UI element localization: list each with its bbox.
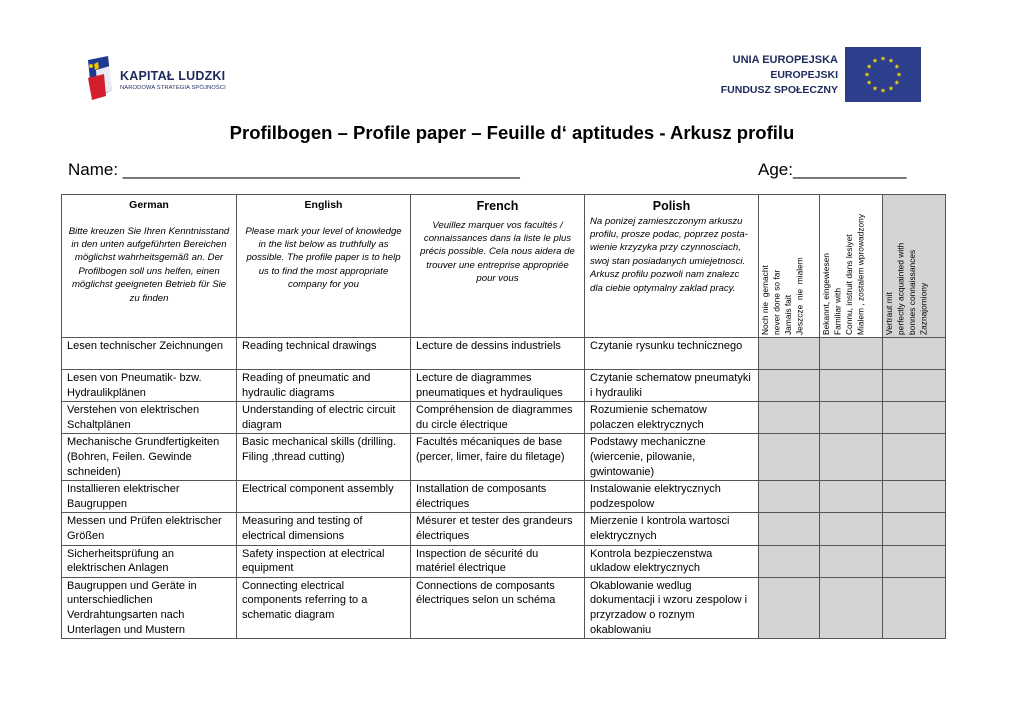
- header-level-familiar: [820, 195, 883, 338]
- cell-fr: Inspection de sécurité du matériel électrique: [411, 545, 585, 577]
- cell-fr: Compréhension de diagrammes du circle électrique: [411, 402, 585, 434]
- cell-pl: Okablowanie wedlug dokumentacji i wzoru zespolow i przyrzadow o roznym okablowaniu: [585, 577, 759, 638]
- checkbox-cell-acquainted[interactable]: [883, 545, 946, 577]
- cell-de: Lesen technischer Zeichnungen: [62, 338, 237, 370]
- cell-en: Electrical component assembly: [237, 481, 411, 513]
- checkbox-cell-familiar[interactable]: [820, 338, 883, 370]
- cell-pl: Mierzenie I kontrola wartosci elektrycznych: [585, 513, 759, 545]
- name-field[interactable]: Name: __________________________________________: [68, 160, 520, 179]
- lang-label-german: German: [129, 199, 169, 211]
- cell-en: Safety inspection at electrical equipment: [237, 545, 411, 577]
- checkbox-cell-acquainted[interactable]: [883, 481, 946, 513]
- page-title: Profilbogen – Profile paper – Feuille d‘ aptitudes - Arkusz profilu: [229, 122, 795, 143]
- cell-fr: Installation de composants électriques: [411, 481, 585, 513]
- lang-label-english: English: [304, 199, 343, 211]
- checkbox-cell-never[interactable]: [759, 434, 820, 481]
- header-english: [237, 195, 411, 338]
- table-header-row: [62, 195, 946, 338]
- checkbox-cell-familiar[interactable]: [820, 545, 883, 577]
- header-french: [411, 195, 585, 338]
- checkbox-cell-acquainted[interactable]: [883, 513, 946, 545]
- kapital-ludzki-name: KAPITAŁ LUDZKI: [120, 69, 226, 83]
- checkbox-cell-familiar[interactable]: [820, 513, 883, 545]
- checkbox-cell-familiar[interactable]: [820, 402, 883, 434]
- header-level-acquainted: [883, 195, 946, 338]
- table-row: [62, 338, 946, 370]
- lang-label-polish: Polish: [652, 199, 691, 213]
- cell-fr: Mésurer et tester des grandeurs électriques: [411, 513, 585, 545]
- level-never-label: Noch nie gemacht never done so far Jamais fait Jeszcze nie mialem: [760, 257, 805, 335]
- checkbox-cell-never[interactable]: [759, 545, 820, 577]
- cell-pl: Rozumienie schematow polaczen elektrycznych: [585, 402, 759, 434]
- eu-logo-text: [721, 53, 838, 98]
- cell-fr: Facultés mécaniques de base (percer, limer, faire du filetage): [411, 434, 585, 481]
- level-acquainted-label: Vertraut mit perfectly acquainted with bonnes connaissances Zaznajomiony: [884, 242, 929, 335]
- cell-de: Sicherheitsprüfung an elektrischen Anlagen: [62, 545, 237, 577]
- cell-de: Installieren elektrischer Baugruppen: [62, 481, 237, 513]
- checkbox-cell-acquainted[interactable]: [883, 370, 946, 402]
- age-field[interactable]: Age:____________: [758, 160, 907, 179]
- cell-de: Lesen von Pneumatik- bzw. Hydraulikplänen: [62, 370, 237, 402]
- cell-pl: Czytanie schematow pneumatyki i hydrauliki: [585, 370, 759, 402]
- instruction-german: Bitte kreuzen Sie Ihren Kenntnisstand in den unten aufgeführten Bereichen möglichst wahrheitsgemäß an. Der Profilbogen soll uns helfen, einen möglichst geeigneten Betrieb für Sie zu finden: [68, 225, 230, 304]
- checkbox-cell-never[interactable]: [759, 338, 820, 370]
- checkbox-cell-acquainted[interactable]: [883, 402, 946, 434]
- instruction-french: Veuillez marquer vos facultés / connaissances dans la liste le plus précis possible. Cela nous aidera de trouver une entreprise appropriée pour vous: [420, 219, 575, 285]
- eu-line-3: FUNDUSZ SPOŁECZNY: [720, 84, 838, 96]
- kapital-ludzki-tagline: NARODOWA STRATEGIA SPÓJNOŚCI: [120, 85, 226, 91]
- cell-fr: Connections de composants électriques selon un schéma: [411, 577, 585, 638]
- table-row: [62, 481, 946, 513]
- header-german: [62, 195, 237, 338]
- lang-label-french: French: [476, 199, 519, 213]
- checkbox-cell-never[interactable]: [759, 402, 820, 434]
- cell-de: Verstehen von elektrischen Schaltplänen: [62, 402, 237, 434]
- cell-de: Messen und Prüfen elektrischer Größen: [62, 513, 237, 545]
- table-row: [62, 402, 946, 434]
- profile-table: [61, 194, 946, 639]
- level-familiar-label: Bekannt, eingewiesen Familiar with Connu, instruit dans lesiyet Mialem , zostalem wprowadzony: [821, 213, 866, 335]
- checkbox-cell-never[interactable]: [759, 370, 820, 402]
- checkbox-cell-familiar[interactable]: [820, 577, 883, 638]
- cell-de: Mechanische Grundfertigkeiten (Bohren, Feilen. Gewinde schneiden): [62, 434, 237, 481]
- checkbox-cell-familiar[interactable]: [820, 481, 883, 513]
- cell-en: Connecting electrical components referring to a schematic diagram: [237, 577, 411, 638]
- eu-line-1: UNIA EUROPEJSKA: [732, 54, 838, 66]
- cell-pl: Kontrola bezpieczenstwa ukladow elektrycznych: [585, 545, 759, 577]
- cell-pl: Instalowanie elektrycznych podzespolow: [585, 481, 759, 513]
- checkbox-cell-never[interactable]: [759, 577, 820, 638]
- instruction-polish: Na ponizej zamieszczonym arkuszu profilu, prosze podac, poprzez posta-wienie krzyzyka przy czynnosciach, swoj stan posiadanych umiejetnosci. Arkusz profilu pozwoli nam znalezc dla ciebie optymalny zaklad pracy.: [590, 215, 748, 294]
- checkbox-cell-familiar[interactable]: [820, 370, 883, 402]
- checkbox-cell-never[interactable]: [759, 513, 820, 545]
- header-level-never: [759, 195, 820, 338]
- table-row: [62, 513, 946, 545]
- cell-en: Measuring and testing of electrical dimensions: [237, 513, 411, 545]
- cell-pl: Czytanie rysunku technicznego: [585, 338, 759, 370]
- checkbox-cell-acquainted[interactable]: [883, 434, 946, 481]
- checkbox-cell-familiar[interactable]: [820, 434, 883, 481]
- checkbox-cell-acquainted[interactable]: [883, 338, 946, 370]
- cell-en: Basic mechanical skills (drilling. Filing ,thread cutting): [237, 434, 411, 481]
- table-row: [62, 370, 946, 402]
- cell-en: Understanding of electric circuit diagram: [237, 402, 411, 434]
- cell-fr: Lecture de diagrammes pneumatiques et hydrauliques: [411, 370, 585, 402]
- table-row: [62, 577, 946, 638]
- eu-line-2: EUROPEJSKI: [770, 69, 838, 81]
- checkbox-cell-never[interactable]: [759, 481, 820, 513]
- cell-pl: Podstawy mechaniczne (wiercenie, pilowanie, gwintowanie): [585, 434, 759, 481]
- table-row: [62, 434, 946, 481]
- cell-fr: Lecture de dessins industriels: [411, 338, 585, 370]
- header-polish: [585, 195, 759, 338]
- checkbox-cell-acquainted[interactable]: [883, 577, 946, 638]
- cell-de: Baugruppen und Geräte in unterschiedlichen Verdrahtungsarten nach Unterlagen und Mustern: [62, 577, 237, 638]
- cell-en: Reading technical drawings: [237, 338, 411, 370]
- instruction-english: Please mark your level of knowledge in the list below as truthfully as possible. The profile paper is to help us to find the most appropriate company for you: [245, 225, 402, 291]
- cell-en: Reading of pneumatic and hydraulic diagrams: [237, 370, 411, 402]
- table-row: [62, 545, 946, 577]
- eu-flag-icon: [845, 47, 921, 102]
